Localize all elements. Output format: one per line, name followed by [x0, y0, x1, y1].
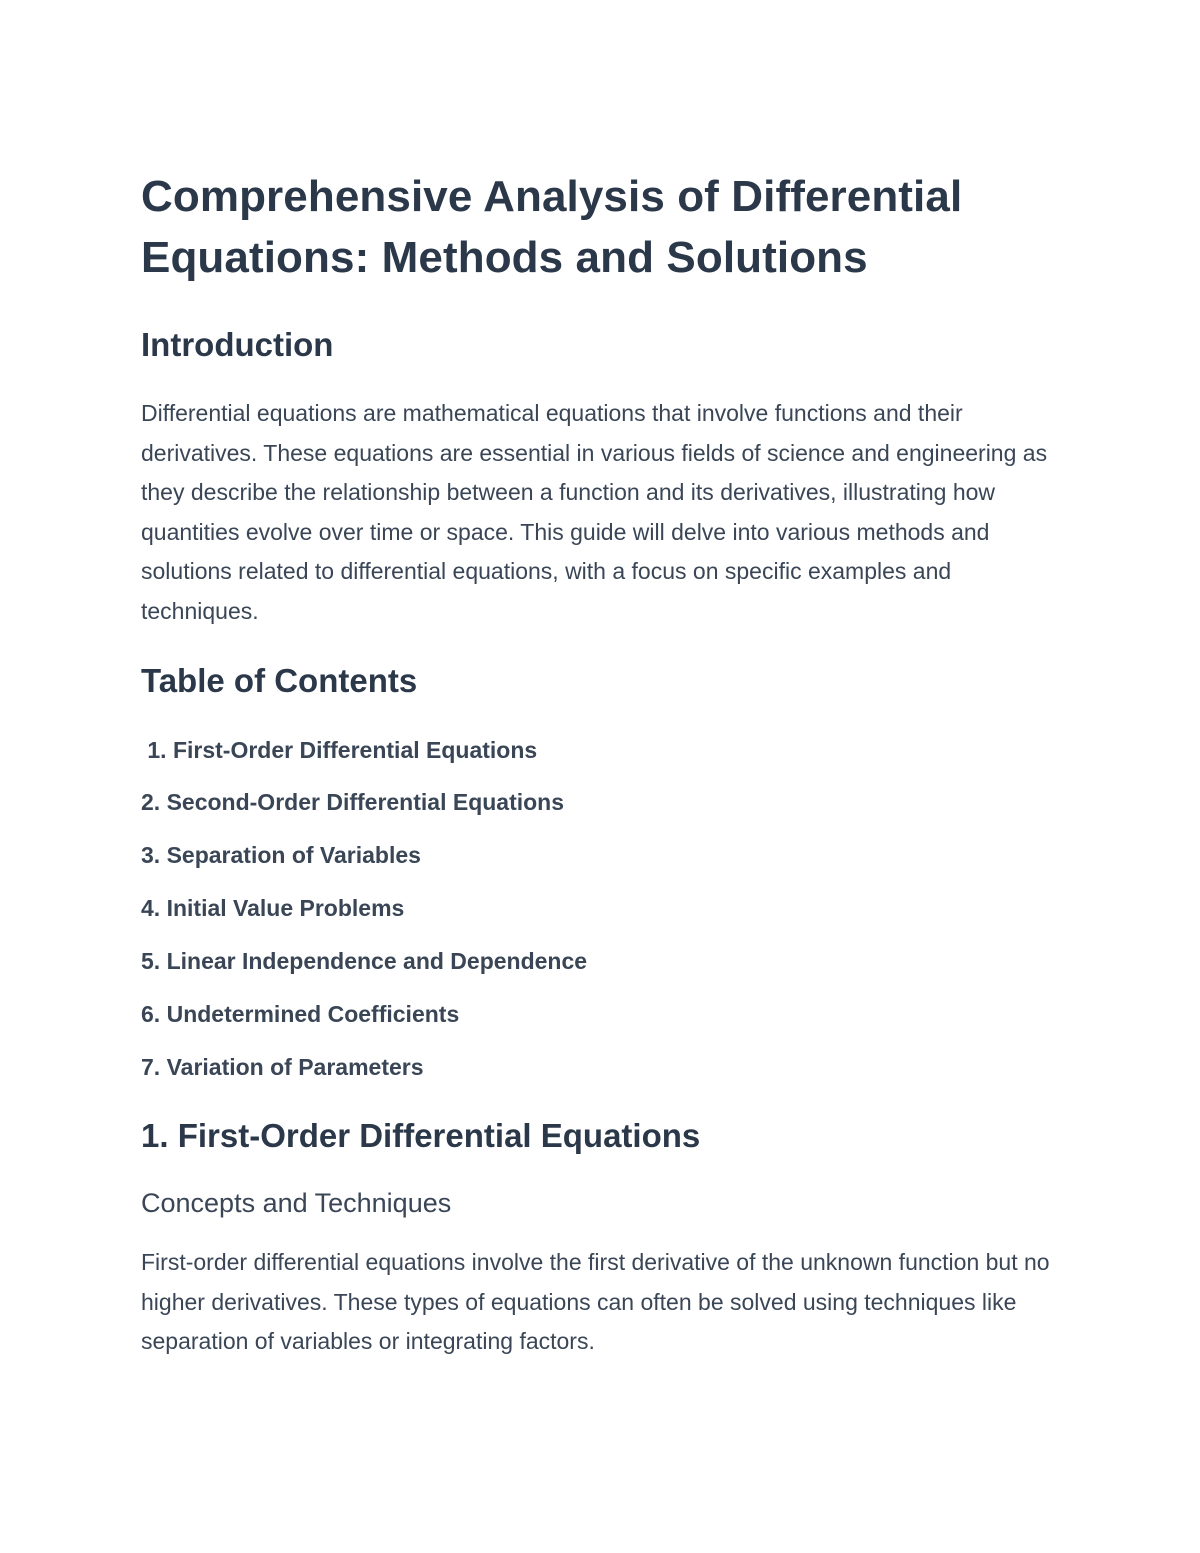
toc-item-number: 7.: [141, 1054, 161, 1080]
toc-item-number: 6.: [141, 1001, 161, 1028]
toc-item-number: 4.: [141, 895, 161, 922]
document-page: [141, 166, 1061, 1362]
concepts-paragraph: First-order differential equations involve the first derivative of the unknown function but no higher derivatives. These types of equations can often be solved using techniques like separation of variables or integrating factors.: [141, 1248, 1050, 1355]
section-heading-first-order: 1. First-Order Differential Equations: [141, 1116, 701, 1154]
toc-item-label: Undetermined Coefficients: [166, 1001, 460, 1028]
toc-item-number: 3.: [141, 842, 161, 869]
toc-item-number: 2.: [141, 789, 161, 816]
toc-item-label: Linear Independence and Dependence: [166, 948, 588, 975]
toc-item-label: Variation of Parameters: [166, 1054, 424, 1080]
toc-item-number: 5.: [141, 948, 161, 975]
toc-item-label: Separation of Variables: [166, 842, 421, 869]
toc-item-label: Initial Value Problems: [166, 895, 405, 922]
introduction-heading: Introduction: [141, 326, 334, 363]
toc-item-separation-of-variables[interactable]: [141, 829, 1061, 882]
toc-item-label: First-Order Differential Equations: [172, 736, 538, 763]
toc-item-initial-value-problems[interactable]: [141, 882, 1061, 935]
toc-item-second-order[interactable]: [141, 776, 1061, 829]
toc-item-linear-independence[interactable]: [141, 935, 1061, 988]
toc-item-number: 1.: [147, 736, 167, 763]
toc-heading: Table of Contents: [141, 661, 418, 699]
subsection-heading-concepts: Concepts and Techniques: [141, 1187, 452, 1218]
table-of-contents: [141, 724, 1061, 1094]
introduction-paragraph: Differential equations are mathematical equations that involve functions and their derivatives. These equations are essential in various fields of science and engineering as they describe the relationship between a function and its derivatives, illustrating how quantities evolve over time or space. This guide will delve into various methods and solutions related to differential equations, with a focus on specific examples and techniques.: [141, 400, 1048, 624]
toc-item-first-order[interactable]: [141, 724, 1061, 777]
document-title: Comprehensive Analysis of Differential Equations: Methods and Solutions: [141, 172, 963, 282]
toc-item-label: Second-Order Differential Equations: [166, 789, 565, 816]
toc-item-variation-of-parameters[interactable]: [141, 1041, 1061, 1094]
toc-item-undetermined-coefficients[interactable]: [141, 988, 1061, 1041]
